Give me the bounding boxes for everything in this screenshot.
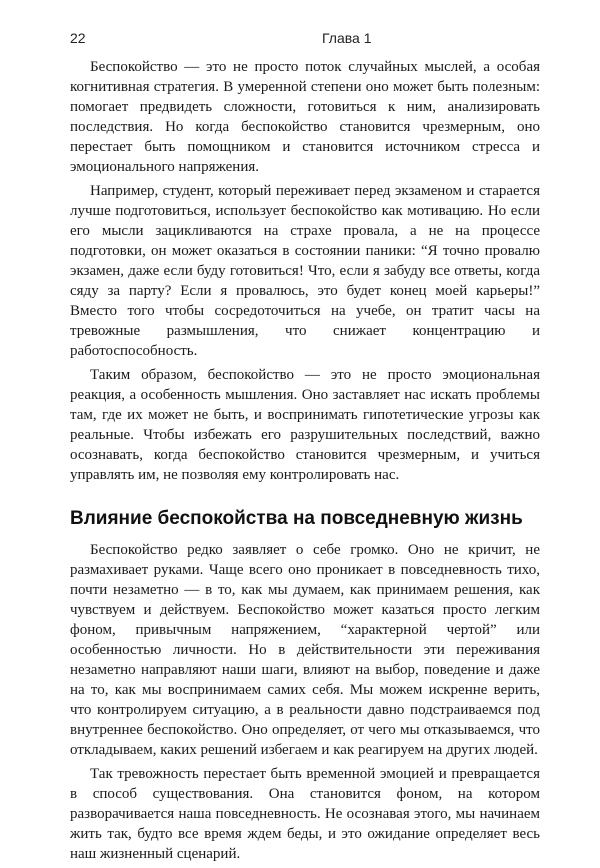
body-paragraph: Таким образом, беспокойство — это не просто эмоциональная реакция, а особенность мышления. Оно заставляет нас искать проблемы там, где их может не быть, и воспринимать гипотетические угрозы как реальные. Чтобы избежать его разрушительных последствий, важно осознавать, когда беспокойство становится чрезмерным, и учиться управлять им, не позволяя ему контролировать нас. (70, 367, 540, 483)
body-paragraph: Беспокойство — это не просто поток случайных мыслей, а особая когнитивная стратегия. В умеренной степени оно может быть полезным: помогает предвидеть сложности, готовиться к ним, анализировать последствия. Но когда беспокойство становится чрезмерным, оно перестает быть помощником и становится источником стресса и эмоционального напряжения. (70, 59, 540, 175)
body-paragraph: Беспокойство редко заявляет о себе громко. Оно не кричит, не размахивает руками. Чаще всего оно проникает в повседневность тихо, почти незаметно — в то, как мы думаем, как принимаем решения, как чувствуем и действуем. Беспокойство может казаться просто легким фоном, привычным напряжением, “характерной чертой” или особенностью личности. Но в действительности эти переживания незаметно направляют наши шаги, влияют на выбор, поведение и даже на то, как мы воспринимаем самих себя. Мы можем искренне верить, что контролируем ситуацию, а в реальности давно подстраиваемся под внутреннее беспокойство. Оно определяет, от чего мы отказываемся, что откладываем, каких решений избегаем и как реагируем на других людей. (70, 542, 540, 758)
running-head: Глава 1 (322, 30, 372, 46)
page-number: 22 (70, 30, 86, 46)
section-heading: Влияние беспокойства на повседневную жизнь (70, 508, 523, 529)
body-paragraph: Например, студент, который переживает перед экзаменом и старается лучше подготовиться, использует беспокойство как мотивацию. Но если его мысли зацикливаются на страхе провала, а не на процессе подготовки, он может оказаться в состоянии паники: “Я точно провалю экзамен, даже если буду готовиться! Что, если я забуду все ответы, когда сяду за парту? Если я провалюсь, это будет конец моей карьеры!” Вместо того чтобы сосредоточиться на учебе, он тратит часы на тревожные размышления, что снижает концентрацию и работоспособность. (70, 183, 540, 359)
body-paragraph: Так тревожность перестает быть временной эмоцией и превращается в способ существования. Она становится фоном, на котором разворачивается наша повседневность. Не осознавая этого, мы начинаем жить так, будто все время ждем беды, и это ожидание определяет весь наш жизненный сценарий. (70, 766, 540, 862)
page-body (70, 57, 540, 868)
page-header (70, 30, 540, 50)
